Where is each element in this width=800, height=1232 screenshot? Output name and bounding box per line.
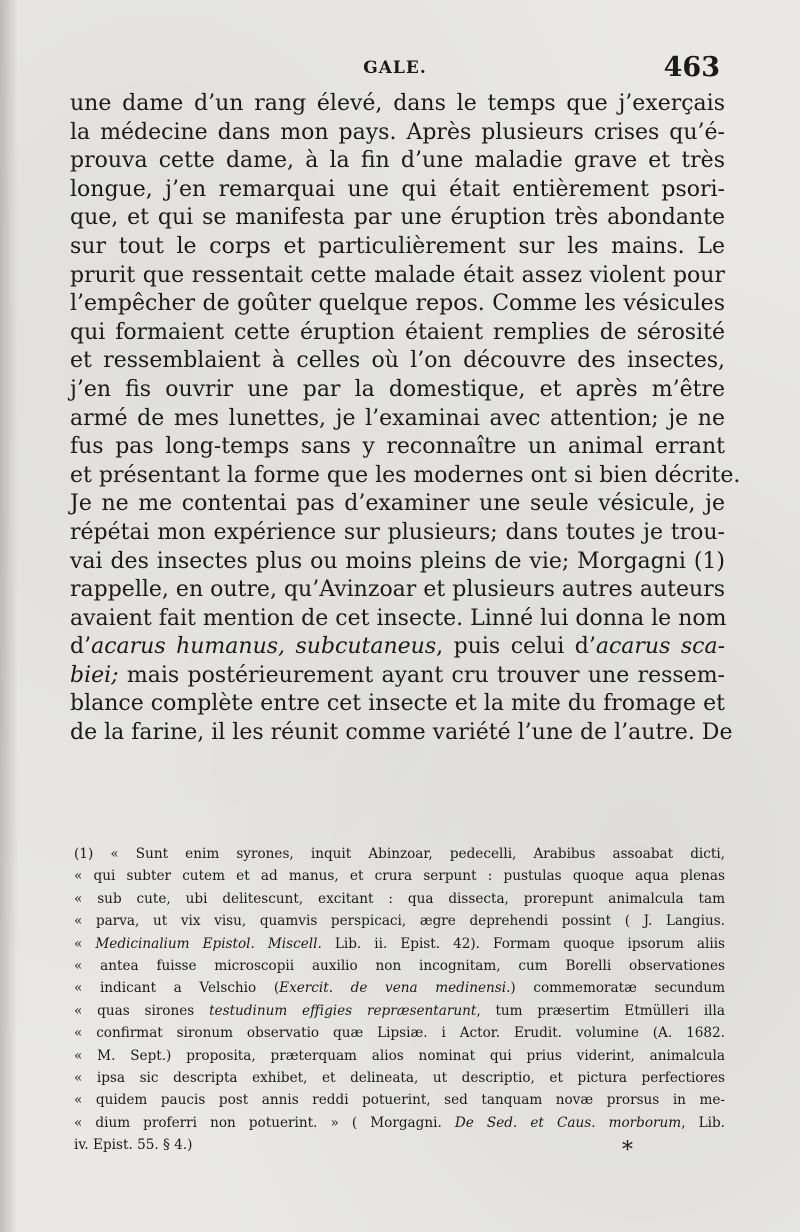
text-run: d’ xyxy=(70,634,92,660)
footnote-line: iv. Epist. 55. § 4.) xyxy=(74,1137,193,1154)
text-line: la médecine dans mon pays. Après plusieurs crises qu’é- xyxy=(70,119,725,145)
page-number: 463 xyxy=(663,52,720,83)
text-run: « xyxy=(74,935,96,952)
text-line: qui formaient cette éruption étaient remplies de sérosité xyxy=(70,319,725,345)
footnote-line xyxy=(74,933,725,955)
text-line: sur tout le corps et particulièrement sur les mains. Le xyxy=(70,233,725,259)
italic-citation: testudinum effigies repræsentarunt xyxy=(209,1002,477,1019)
footnote xyxy=(74,843,725,1156)
page-header xyxy=(70,52,720,92)
italic-citation: Exercit. de vena medinensi. xyxy=(279,980,511,997)
text-line: et ressemblaient à celles où l’on découvre des insectes, xyxy=(70,348,725,374)
text-run: mais postérieurement ayant cru trouver une ressem- xyxy=(118,662,725,688)
italic-term: acarus sca- xyxy=(595,634,725,660)
text-run: , tum præsertim Etmülleri illa xyxy=(476,1002,725,1019)
running-head: GALE. xyxy=(363,58,427,78)
text-run: ) commemoratæ secundum xyxy=(510,980,726,997)
italic-citation: Medicinalium Epistol. Miscell. xyxy=(95,935,322,952)
footnote-line: « confirmat sironum observatio quæ Lipsiæ. i Actor. Erudit. volumine (A. 1682. xyxy=(74,1025,725,1042)
text-run: « indicant a Velschio ( xyxy=(74,980,280,997)
text-line: Je ne me contentai pas d’examiner une seule vésicule, je xyxy=(70,491,725,517)
text-line: que, et qui se manifesta par une éruption très abondante xyxy=(70,205,725,231)
footnote-line: « M. Sept.) proposita, præterquam alios nominat qui prius viderint, animalcula xyxy=(74,1047,725,1064)
page-gutter-shadow xyxy=(0,0,18,1232)
text-line: j’en fis ouvrir une par la domestique, et après m’être xyxy=(70,376,725,402)
text-run: , Lib. xyxy=(681,1114,726,1131)
text-line: répétai mon expérience sur plusieurs; dans toutes je trou- xyxy=(70,519,725,545)
footnote-line: « antea fuisse microscopii auxilio non incognitam, cum Borelli observationes xyxy=(74,957,725,974)
text-run: « quas sirones xyxy=(74,1002,210,1019)
footnote-line: « quidem paucis post annis reddi potuerint, sed tanquam novæ prorsus in me- xyxy=(74,1092,725,1109)
text-line: vai des insectes plus ou moins pleins de vie; Morgagni (1) xyxy=(70,548,725,574)
text-line: l’empêcher de goûter quelque repos. Comme les vésicules xyxy=(70,291,725,317)
footnote-line xyxy=(74,1000,725,1022)
italic-citation: De Sed. et Caus. morborum xyxy=(454,1114,682,1131)
text-line xyxy=(70,633,725,662)
end-mark: * xyxy=(622,1138,633,1163)
footnote-line: « sub cute, ubi delitescunt, excitant : qua dissecta, prorepunt animalcula tam xyxy=(74,890,725,907)
text-line: blance complète entre cet insecte et la mite du fromage et xyxy=(70,691,725,717)
text-run: , puis celui d’ xyxy=(436,634,596,660)
text-line: prurit que ressentait cette malade était assez violent pour xyxy=(70,262,725,288)
text-line: de la farine, il les réunit comme variété l’une de l’autre. De xyxy=(70,720,733,746)
text-line: longue, j’en remarquai une qui était entièrement psori- xyxy=(70,176,725,202)
italic-term: biei; xyxy=(70,662,119,688)
text-line: une dame d’un rang élevé, dans le temps que j’exerçais xyxy=(70,91,725,116)
text-line: avaient fait mention de cet insecte. Linné lui donna le nom xyxy=(70,605,727,631)
text-line xyxy=(70,662,725,691)
text-line: et présentant la forme que les modernes ont si bien décrite. xyxy=(70,462,741,488)
italic-term: acarus humanus, subcutaneus xyxy=(91,634,437,660)
footnote-line: (1) « Sunt enim syrones, inquit Abinzoar, pedecelli, Arabibus assoabat dicti, xyxy=(74,846,725,862)
main-text xyxy=(70,90,741,748)
footnote-line: « parva, ut vix visu, quamvis perspicaci, ægre deprehendi possint ( J. Langius. xyxy=(74,913,725,930)
text-run: « dium proferri non potuerint. » ( Morgagni. xyxy=(74,1114,455,1131)
text-line: fus pas long-temps sans y reconnaître un animal errant xyxy=(70,434,725,460)
footnote-line: « qui subter cutem et ad manus, et crura serpunt : pustulas quoque aqua plenas xyxy=(74,868,725,885)
text-line: rappelle, en outre, qu’Avinzoar et plusieurs autres auteurs xyxy=(70,577,725,603)
footnote-line: « ipsa sic descripta exhibet, et delineata, ut descriptio, et pictura perfectiores xyxy=(74,1069,725,1086)
text-line: prouva cette dame, à la fin d’une maladie grave et très xyxy=(70,148,725,174)
footnote-line xyxy=(74,977,725,999)
text-run: Lib. ii. Epist. 42). Formam quoque ipsorum aliis xyxy=(321,935,726,952)
text-line: armé de mes lunettes, je l’examinai avec attention; je ne xyxy=(70,405,725,431)
footnote-line xyxy=(74,1112,725,1134)
